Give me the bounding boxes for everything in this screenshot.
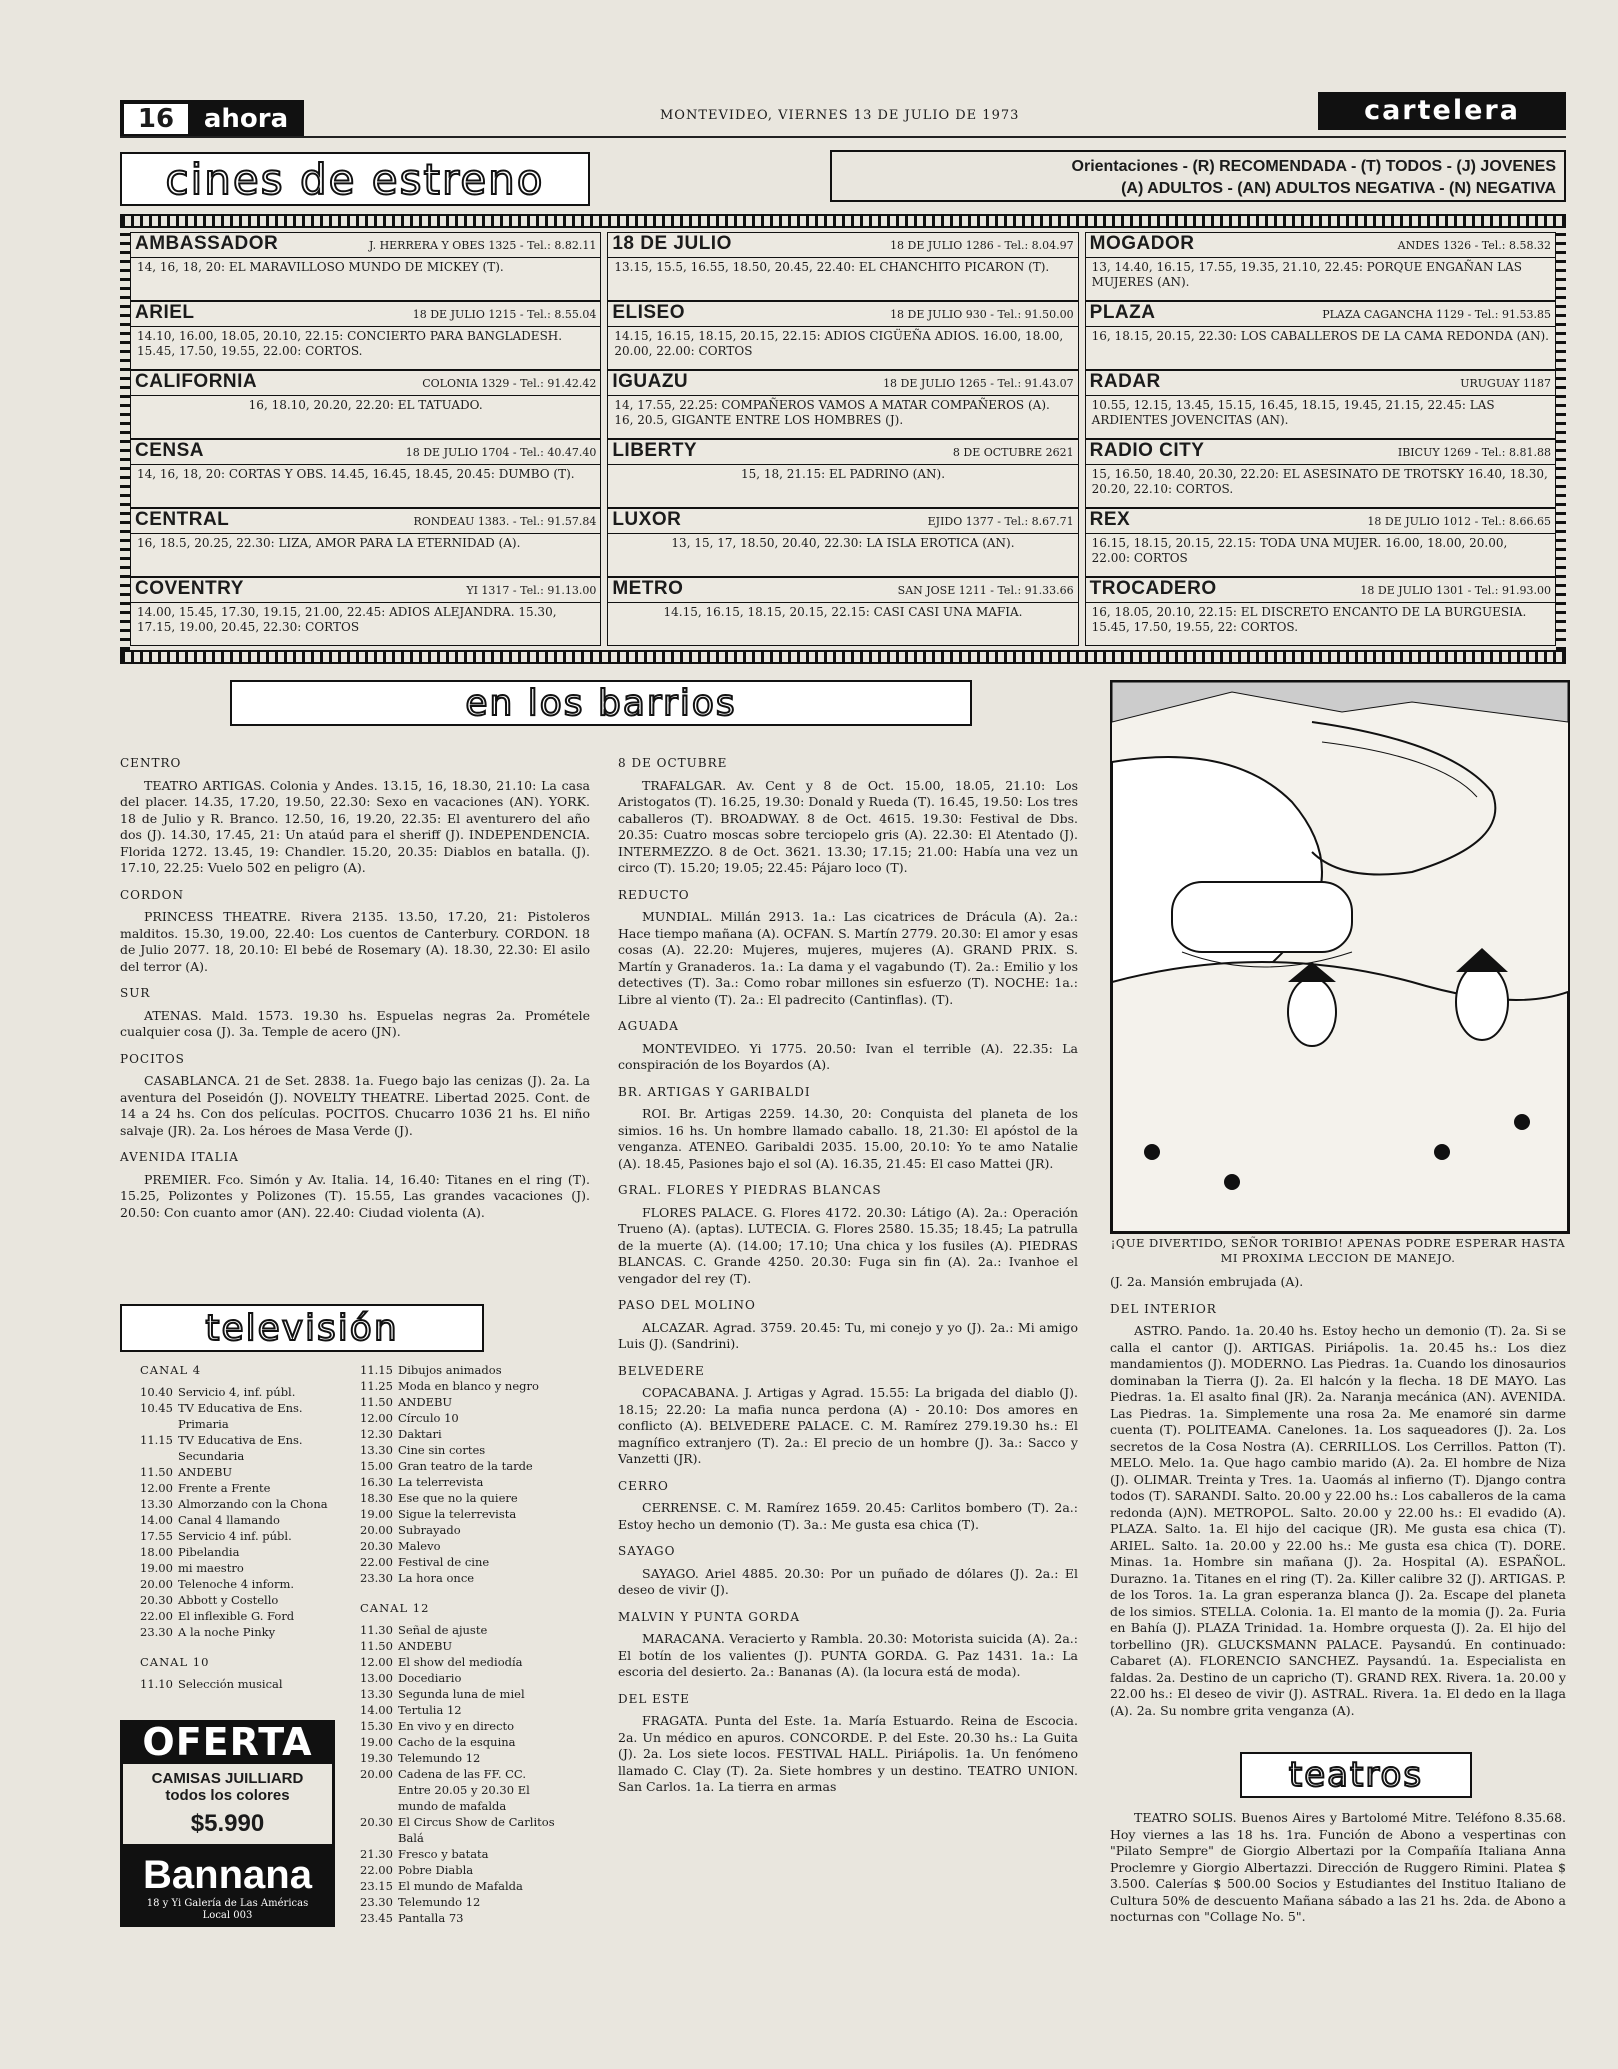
cinema-address: 18 DE JULIO 1215 - Tel.: 8.55.04 bbox=[412, 308, 597, 321]
tv-program-row bbox=[360, 1554, 560, 1570]
cinema-address: 18 DE JULIO 1286 - Tel.: 8.04.97 bbox=[890, 239, 1074, 252]
cinema-card bbox=[607, 577, 1078, 646]
tv-program-title: Telemundo 12 bbox=[398, 1751, 481, 1765]
tv-program-title: En vivo y en directo bbox=[398, 1719, 515, 1733]
channel-heading: CANAL 12 bbox=[360, 1601, 430, 1615]
tv-program-row bbox=[360, 1394, 560, 1410]
tv-program-row bbox=[140, 1384, 348, 1400]
cartoon-drawing bbox=[1112, 682, 1568, 1232]
cinema-showtimes: 16.15, 18.15, 20.15, 22.15: TODA UNA MUJER. 16.00, 18.00, 20.00, 22.00: CORTOS bbox=[1091, 536, 1508, 565]
cinema-column-3 bbox=[1085, 232, 1556, 650]
tv-program-title: Pobre Diabla bbox=[398, 1863, 474, 1877]
cinema-showtimes: 14, 16, 18, 20: CORTAS Y OBS. 14.45, 16.45, 18.45, 20.45: DUMBO (T). bbox=[137, 467, 575, 481]
cinema-name: CENSA bbox=[135, 440, 205, 461]
cinema-card bbox=[130, 508, 601, 577]
tv-program-time: 20.30 bbox=[140, 1593, 173, 1607]
cinema-name: CENTRAL bbox=[135, 509, 230, 530]
tv-program-row bbox=[360, 1638, 560, 1654]
cinema-card bbox=[130, 301, 601, 370]
tv-program-title: ANDEBU bbox=[398, 1639, 453, 1653]
tv-program-row bbox=[140, 1608, 348, 1624]
tv-program-time: 11.15 bbox=[360, 1363, 393, 1377]
cinema-name: AMBASSADOR bbox=[135, 233, 279, 254]
tv-program-title: TV Educativa de Ens. Primaria bbox=[178, 1401, 303, 1431]
tv-program-title: Canal 4 llamando bbox=[178, 1513, 280, 1527]
dateline: MONTEVIDEO, VIERNES 13 DE JULIO DE 1973 bbox=[660, 108, 1020, 123]
tv-program-row bbox=[360, 1654, 560, 1670]
district-listing: PRINCESS THEATRE. Rivera 2135. 13.50, 17.20, 21: Pistoleros malditos. 15.30, 19.00, 22.40: Los cuentos de Canterbury. CORDON. 18 de Julio 2077. 18, 20.10: El bebé de Rosemary (A). 18.30, 22.30: El asilo del terror (A). bbox=[120, 909, 590, 974]
cinema-card bbox=[607, 370, 1078, 439]
cinema-showtimes: 13.15, 15.5, 16.55, 18.50, 20.45, 22.40: EL CHANCHITO PICARON (T). bbox=[614, 260, 1050, 274]
tv-program-time: 18.00 bbox=[140, 1545, 173, 1559]
legend-line-1: Orientaciones - (R) RECOMENDADA - (T) TODOS - (J) JOVENES bbox=[1071, 158, 1556, 175]
tv-program-title: TV Educativa de Ens. Secundaria bbox=[178, 1433, 303, 1463]
cinema-showtimes: 16, 18.05, 20.10, 22.15: EL DISCRETO ENCANTO DE LA BURGUESIA. 15.45, 17.50, 19.55, 22: CORTOS. bbox=[1091, 605, 1527, 634]
tv-program-time: 22.00 bbox=[140, 1609, 173, 1623]
tv-program-time: 20.00 bbox=[360, 1523, 393, 1537]
tv-program-row bbox=[360, 1718, 560, 1734]
tv-program-title: Docediario bbox=[398, 1671, 462, 1685]
cinema-showtimes: 14.15, 16.15, 18.15, 20.15, 22.15: CASI CASI UNA MAFIA. bbox=[663, 605, 1023, 619]
tv-program-title: El Circus Show de Carlitos Balá bbox=[398, 1815, 555, 1845]
tv-program-row bbox=[360, 1734, 560, 1750]
district-heading: PASO DEL MOLINO bbox=[618, 1298, 756, 1312]
tv-program-time: 10.45 bbox=[140, 1401, 173, 1415]
tv-program-row bbox=[140, 1560, 348, 1576]
district-heading: SUR bbox=[120, 986, 151, 1000]
tv-program-time: 23.45 bbox=[360, 1911, 393, 1925]
tv-program-time: 23.30 bbox=[360, 1895, 393, 1909]
cinema-showtimes: 16, 18.15, 20.15, 22.30: LOS CABALLEROS DE LA CAMA REDONDA (AN). bbox=[1091, 329, 1549, 343]
cinema-address: URUGUAY 1187 bbox=[1460, 377, 1551, 390]
tv-program-title: La hora once bbox=[398, 1571, 475, 1585]
tv-program-time: 11.15 bbox=[140, 1433, 173, 1447]
cinema-name: LUXOR bbox=[612, 509, 682, 530]
cinema-card bbox=[1085, 577, 1556, 646]
district-listing: CASABLANCA. 21 de Set. 2838. 1a. Fuego bajo las cenizas (J). 2a. La aventura del Poseidón (J). NOVELTY THEATRE. Libertad 2025. Cont. de 14 a 24 hs. Con dos películas. POCITOS. Chucarro 1036 21 hs. El niño salvaje (JR). 2a. Los héroes de Masa Verde (J). bbox=[120, 1073, 590, 1138]
newspaper-logo: ahora bbox=[188, 100, 304, 138]
top-rule bbox=[120, 136, 1566, 138]
tv-program-time: 20.30 bbox=[360, 1815, 393, 1829]
tv-program-time: 19.00 bbox=[140, 1561, 173, 1575]
district-heading: SAYAGO bbox=[618, 1544, 676, 1558]
cinema-name: COVENTRY bbox=[135, 578, 244, 599]
tv-program-title: Pantalla 73 bbox=[398, 1911, 464, 1925]
district-heading: CERRO bbox=[618, 1478, 669, 1493]
tv-program-title: El mundo de Mafalda bbox=[398, 1879, 523, 1893]
tv-program-row bbox=[360, 1442, 560, 1458]
district-heading: POCITOS bbox=[120, 1051, 185, 1066]
cinema-card bbox=[130, 370, 601, 439]
tv-program-row bbox=[140, 1624, 348, 1640]
tv-program-title: Sigue la telerrevista bbox=[398, 1507, 517, 1521]
tv-program-time: 20.00 bbox=[140, 1577, 173, 1591]
channel-4-list bbox=[140, 1384, 348, 1640]
tv-program-title: ANDEBU bbox=[398, 1395, 453, 1409]
cinema-showtimes: 14.15, 16.15, 18.15, 20.15, 22.15: ADIOS CIGÜEÑA ADIOS. 16.00, 18.00, 20.00, 22.00: CORTOS bbox=[614, 329, 1064, 358]
cinema-name: CALIFORNIA bbox=[135, 371, 258, 392]
ad-address: 18 y Yi Galería de Las Américas bbox=[146, 1898, 309, 1909]
district-listing: MARACANA. Veracierto y Rambla. 20.30: Motorista suicida (A). 2a.: El botín de los valientes (J). PUNTA GORDA. G. Paz 1431. 1a.: La escoria del desierto. 2a.: Bananas (A). (la locura está de moda). bbox=[618, 1631, 1078, 1679]
tv-program-time: 16.30 bbox=[360, 1475, 393, 1489]
cinema-address: 18 DE JULIO 1301 - Tel.: 91.93.00 bbox=[1360, 584, 1551, 597]
tv-program-title: Subrayado bbox=[398, 1523, 461, 1537]
cinema-card bbox=[607, 232, 1078, 301]
district-listing: FRAGATA. Punta del Este. 1a. María Estuardo. Reina de Escocia. 2a. Un médico en apuros. CONCORDE. P. del Este. 20.30 hs.: La Guita (J). 2a. Los siete locos. FESTIVAL HALL. Piriápolis. 1a. Un fenómeno llamado C. Clay (T). 2a. Siete hombres y un destino. TEATRO UNION. San Carlos. 1a. La tierra en armas bbox=[618, 1713, 1078, 1794]
tv-program-title: Frente a Frente bbox=[178, 1481, 271, 1495]
tv-program-row bbox=[360, 1702, 560, 1718]
section-title: cartelera bbox=[1318, 92, 1566, 130]
tv-program-time: 23.30 bbox=[360, 1571, 393, 1585]
district-heading: DEL ESTE bbox=[618, 1691, 690, 1706]
tv-program-time: 18.30 bbox=[360, 1491, 393, 1505]
tv-program-time: 14.00 bbox=[140, 1513, 173, 1527]
advertisement bbox=[120, 1720, 335, 2040]
tv-program-time: 12.00 bbox=[140, 1481, 173, 1495]
tv-program-time: 19.00 bbox=[360, 1735, 393, 1749]
cinema-name: TROCADERO bbox=[1089, 578, 1217, 599]
tv-program-title: Daktari bbox=[398, 1427, 442, 1441]
tv-program-title: Fresco y batata bbox=[398, 1847, 489, 1861]
tv-program-title: Cacho de la esquina bbox=[398, 1735, 516, 1749]
cinema-address: J. HERRERA Y OBES 1325 - Tel.: 8.82.11 bbox=[369, 239, 597, 252]
cartoon-illustration bbox=[1110, 680, 1570, 1234]
channel-10-list bbox=[140, 1676, 348, 1692]
district-heading: BR. ARTIGAS Y GARIBALDI bbox=[618, 1084, 811, 1099]
tv-program-title: Festival de cine bbox=[398, 1555, 490, 1569]
ad-body bbox=[120, 1764, 335, 1847]
col3-intro: (J. 2a. Mansión embrujada (A). bbox=[1110, 1274, 1304, 1289]
tv-program-row bbox=[360, 1846, 560, 1862]
cinema-card bbox=[607, 301, 1078, 370]
tv-program-row bbox=[360, 1670, 560, 1686]
cinema-card bbox=[130, 439, 601, 508]
cinema-name: ELISEO bbox=[612, 302, 686, 323]
cinema-name: RADAR bbox=[1089, 371, 1161, 392]
tv-program-time: 10.40 bbox=[140, 1385, 173, 1399]
tv-program-row bbox=[360, 1766, 560, 1814]
tv-program-time: 12.00 bbox=[360, 1655, 393, 1669]
tv-program-time: 17.55 bbox=[140, 1529, 173, 1543]
channel-heading: CANAL 4 bbox=[140, 1363, 202, 1377]
tv-program-title: La telerrevista bbox=[398, 1475, 484, 1489]
district-listing: PREMIER. Fco. Simón y Av. Italia. 14, 16.40: Titanes en el ring (T). 15.25, Polizontes y Polizones (T). 15.55, Las grandes vacaciones (J). 20.50: Con cuanto amor (AN). 22.40: Ciudad violenta (A). bbox=[120, 1171, 590, 1220]
tv-program-title: ANDEBU bbox=[178, 1465, 233, 1479]
tv-program-title: Moda en blanco y negro bbox=[398, 1379, 539, 1393]
tv-program-row bbox=[140, 1676, 348, 1692]
cinema-name: METRO bbox=[612, 578, 684, 599]
tv-program-title: Señal de ajuste bbox=[398, 1623, 488, 1637]
tv-program-row bbox=[360, 1474, 560, 1490]
district-listing: TEATRO ARTIGAS. Colonia y Andes. 13.15, 16, 18.30, 21.10: La casa del placer. 14.35, 17.20, 19.50, 22.30: Sexo en vacaciones (AN). YORK. 18 de Julio y R. Branco. 12.50, 16, 19.20, 22.35: El aventurero del año dos (J). 14.30, 17.45, 21: Un ataúd para el sheriff (J). INDEPENDENCIA. Florida 1272. 13.45, 19: Chandler. 15.20, 20.35: Diablos en batalla. (J). 17.10, 22.25: Vuelo 502 en peligro (A). bbox=[120, 777, 590, 875]
tv-schedule-left bbox=[140, 1362, 348, 1692]
cinema-showtimes: 16, 18.10, 20.20, 22.20: EL TATUADO. bbox=[248, 398, 483, 412]
ratings-legend bbox=[830, 150, 1566, 202]
cinema-address: ANDES 1326 - Tel.: 8.58.32 bbox=[1397, 239, 1551, 252]
tv-program-title: Cadena de las FF. CC. Entre 20.05 y 20.30 El mundo de mafalda bbox=[398, 1767, 530, 1813]
tv-program-title: A la noche Pinky bbox=[178, 1625, 276, 1639]
cinema-showtimes: 14, 17.55, 22.25: COMPAÑEROS VAMOS A MATAR COMPAÑEROS (A). 16, 20.5, GIGANTE ENTRE LOS HOMBRES (J). bbox=[614, 398, 1050, 427]
district-listing: MUNDIAL. Millán 2913. 1a.: Las cicatrices de Drácula (A). 2a.: Hace tiempo mañana (A). OCFAN. S. Martín 2779. 20.30: El amor y esas cosas (A). 22.20: Mujeres, mujeres, mujeres (A). GRAND PRIX. S. Martín y Granaderos. 1a.: La dama y el vagabundo (T). 2a.: Emilio y los detectives (T). 3a.: Como robar millones sin esfuerzo (T). NOCHE: 1a.: Libre al viento (T). 2a.: El padrecito (Cantinflas). (T). bbox=[618, 909, 1078, 1007]
cinema-showtimes: 16, 18.5, 20.25, 22.30: LIZA, AMOR PARA LA ETERNIDAD (A). bbox=[137, 536, 521, 550]
channel-10-continued bbox=[360, 1362, 560, 1586]
tv-schedule-right bbox=[360, 1362, 560, 1926]
cinema-name: 18 DE JULIO bbox=[612, 233, 732, 254]
decorative-border-bottom bbox=[120, 650, 1566, 664]
tv-program-title: Cine sin cortes bbox=[398, 1443, 486, 1457]
cinema-address: PLAZA CAGANCHA 1129 - Tel.: 91.53.85 bbox=[1322, 308, 1551, 321]
tv-program-row bbox=[140, 1528, 348, 1544]
tv-program-row bbox=[360, 1378, 560, 1394]
cinema-showtimes: 13, 14.40, 16.15, 17.55, 19.35, 21.10, 22.45: PORQUE ENGAÑAN LAS MUJERES (AN). bbox=[1091, 260, 1522, 289]
tv-program-title: Dibujos animados bbox=[398, 1363, 502, 1377]
cinema-card bbox=[1085, 370, 1556, 439]
district-listing: FLORES PALACE. G. Flores 4172. 20.30: Látigo (A). 2a.: Operación Trueno (A). (aptas). LUTECIA. G. Flores 2580. 15.35; 18.45; La patrulla de la muerte (A). (14.00; 17.10; Una chica y los fusiles (A). PIEDRAS BLANCAS. C. Grande 4250. 20.30: Fuga sin fin (A). 2a.: Ivanhoe el vengador del rey (T). bbox=[618, 1204, 1078, 1286]
district-heading: BELVEDERE bbox=[618, 1363, 705, 1378]
tv-program-row bbox=[360, 1894, 560, 1910]
tv-program-row bbox=[360, 1410, 560, 1426]
tv-program-row bbox=[360, 1426, 560, 1442]
tv-program-time: 12.30 bbox=[360, 1427, 393, 1441]
district-listing: ATENAS. Mald. 1573. 19.30 hs. Espuelas negras 2a. Prométele cualquier cosa (J). 3a. Temple de acero (JN). bbox=[120, 1007, 590, 1039]
tv-program-title: El show del mediodía bbox=[398, 1655, 523, 1669]
page-number: 16 bbox=[120, 100, 192, 138]
cinema-address: YI 1317 - Tel.: 91.13.00 bbox=[466, 584, 597, 597]
tv-program-title: El inflexible G. Ford bbox=[178, 1609, 295, 1623]
tv-program-row bbox=[140, 1576, 348, 1592]
cartoon-caption: ¡QUE DIVERTIDO, SEÑOR TORIBIO! APENAS PODRE ESPERAR HASTA MI PROXIMA LECCION DE MANEJO. bbox=[1110, 1236, 1566, 1265]
tv-program-time: 19.00 bbox=[360, 1507, 393, 1521]
district-listing: CERRENSE. C. M. Ramírez 1659. 20.45: Carlitos bombero (T). 2a.: Estoy hecho un demonio (T). 3a.: Me gusta esa chica (T). bbox=[618, 1500, 1078, 1532]
cinema-address: RONDEAU 1383. - Tel.: 91.57.84 bbox=[413, 515, 597, 528]
cinema-address: EJIDO 1377 - Tel.: 8.67.71 bbox=[927, 515, 1074, 528]
cinema-name: MOGADOR bbox=[1089, 233, 1195, 254]
tv-program-row bbox=[140, 1496, 348, 1512]
cinema-name: IGUAZU bbox=[612, 371, 689, 392]
tv-program-row bbox=[140, 1544, 348, 1560]
tv-program-time: 11.50 bbox=[140, 1465, 173, 1479]
interior-column bbox=[1110, 1274, 1566, 1727]
tv-program-row bbox=[360, 1362, 560, 1378]
tv-program-row bbox=[360, 1686, 560, 1702]
tv-program-time: 22.00 bbox=[360, 1863, 393, 1877]
tv-program-title: Abbott y Costello bbox=[178, 1593, 279, 1607]
cinema-listings bbox=[120, 232, 1566, 650]
ad-subline: todos los colores bbox=[165, 1787, 290, 1804]
television-title: televisión bbox=[120, 1304, 484, 1352]
tv-program-row bbox=[140, 1464, 348, 1480]
district-listing: ALCAZAR. Agrad. 3759. 20.45: Tu, mi conejo y yo (J). 2a.: Mi amigo Luis (J). (Sandrini). bbox=[618, 1319, 1078, 1351]
tv-program-row bbox=[360, 1522, 560, 1538]
cinema-address: 18 DE JULIO 1704 - Tel.: 40.47.40 bbox=[405, 446, 597, 459]
tv-program-time: 14.00 bbox=[360, 1703, 393, 1717]
barrios-column-1 bbox=[120, 745, 590, 1229]
cinema-name: LIBERTY bbox=[612, 440, 698, 461]
cinema-card bbox=[1085, 301, 1556, 370]
district-heading: AGUADA bbox=[618, 1019, 679, 1033]
tv-program-row bbox=[360, 1622, 560, 1638]
tv-program-row bbox=[360, 1458, 560, 1474]
cinema-address: 18 DE JULIO 930 - Tel.: 91.50.00 bbox=[890, 308, 1074, 321]
cinema-address: 18 DE JULIO 1265 - Tel.: 91.43.07 bbox=[883, 377, 1074, 390]
tv-program-row bbox=[360, 1506, 560, 1522]
tv-program-title: Ese que no la quiere bbox=[398, 1491, 518, 1505]
tv-program-row bbox=[140, 1432, 348, 1464]
cinema-name: REX bbox=[1089, 509, 1131, 530]
cinema-name: PLAZA bbox=[1089, 302, 1156, 323]
cinema-name: ARIEL bbox=[135, 302, 195, 323]
teatros-column bbox=[1110, 1810, 1566, 1934]
district-listing: ASTRO. Pando. 1a. 20.40 hs. Estoy hecho un demonio (T). 2a. Si se calla el cantor (J). ARTIGAS. Piriápolis. 1a. 20.45 hs.: Los diez mandamientos (J). MODERNO. Las Piedras. 1a. Cuando los dinosaurios dominaban la Tierra (J). 2a. El halcón y la flecha. 18 DE MAYO. Las Piedras. 1a. El asalto final (JR). 2a. Naranja mecánica (AN). AVENIDA. Las Piedras. 1a. Simplemente una rosa 2a. Me enamoré sin darme cuenta (T). POLITEAMA. Canelones. 1a. Los saqueadores (J). 2a. Los secretos de la Cosa Nostra (A). CERRILLOS. Los Cerrillos. Patton (T). MELO. Melo. 1a. Que hago cambio marido (A). 2a. El hombre de Niza (J). OLIMAR. Treinta y Tres. 1a. Uaomás al infierno (T). Django contra todos (T). SARANDI. Salto. 20.00 y 22.00 hs.: Los caballeros de la cama redonda (A)N). METROPOL. Salto. 20.00 y 22.00 hs.: El evadido (A). PLAZA. Salto. 1a. El hijo del cacique (JR). Me gusta esa chica (T). ARIEL. Salto. 1a. 20.00 y 22.00 hs.: Me gusta esa chica (T). DORE. Minas. 1a. Hombre sin mañana (J). 2a. Hospital (A). ESPAÑOL. Durazno. 1a. Titanes en el ring (T). 2a. Killer calibre 32 (J). ARTIGAS. P. de los Toros. 1a. La gran esperanza blanca (J). 2a. Escape del planeta de los simios. STELLA. Colonia. 1a. El manto de la momia (J). 2a. Furia en Bahía (J). PLAZA Trinidad. 1a. Hombre orquesta (J). 2a. El hijo del torbellino (JR). GLUCKSMANN PALACE. Paysandú. En continuado: Cabaret (A). FLORENCIO SANCHEZ. Paysandú. 1a. Especialista en faldas. 2a. Destino de un capricho (T). GRAND REX. Rivera. 1a. 20.00 y 22.00 hs.: El deseo de vivir (J). ASTRAL. Rivera. 1a. El dedo en la llaga (A). 2a. Su nombre grita venganza (A). bbox=[1110, 1323, 1566, 1718]
district-listing: TRAFALGAR. Av. Cent y 8 de Oct. 15.00, 18.05, 21.10: Los Aristogatos (T). 16.25, 19.30: Donald y Rueda (T). 16.45, 19.50: Los tres caballeros (T). BROADWAY. 8 de Oct. 4615. 19.30: Festival de Dbs. 20.35: Cuatro moscas sobre terciopelo gris (A). 22.30: El Atentado (J). INTERMEZZO. 8 de Oct. 3621. 13.30; 17.15; 21.00: Había una vez un circo (T). 15.20; 19.05; 22.45: Pájaro loco (T). bbox=[618, 777, 1078, 875]
cinema-address: 8 DE OCTUBRE 2621 bbox=[952, 446, 1074, 459]
tv-program-row bbox=[140, 1512, 348, 1528]
barrios-title: en los barrios bbox=[230, 680, 972, 726]
tv-program-title: Tertulia 12 bbox=[398, 1703, 462, 1717]
tv-program-row bbox=[360, 1910, 560, 1926]
tv-program-row bbox=[140, 1480, 348, 1496]
barrios-column-2 bbox=[618, 745, 1078, 2045]
tv-program-row bbox=[360, 1538, 560, 1554]
tv-program-row bbox=[360, 1490, 560, 1506]
ad-brand-name: Bannana bbox=[143, 1853, 312, 1897]
cinema-showtimes: 10.55, 12.15, 13.45, 15.15, 16.45, 18.15, 19.45, 21.15, 22.45: LAS ARDIENTES JOVENCITAS (AN). bbox=[1091, 398, 1495, 427]
district-heading: REDUCTO bbox=[618, 887, 690, 902]
district-heading: CENTRO bbox=[120, 756, 182, 770]
tv-program-time: 22.00 bbox=[360, 1555, 393, 1569]
cinema-card bbox=[607, 508, 1078, 577]
tv-program-row bbox=[360, 1570, 560, 1586]
cinema-address: 18 DE JULIO 1012 - Tel.: 8.66.65 bbox=[1367, 515, 1551, 528]
district-heading: MALVIN Y PUNTA GORDA bbox=[618, 1609, 801, 1624]
tv-program-row bbox=[360, 1862, 560, 1878]
cinema-showtimes: 13, 15, 17, 18.50, 20.40, 22.30: LA ISLA EROTICA (AN). bbox=[671, 536, 1015, 550]
cinema-showtimes: 14.10, 16.00, 18.05, 20.10, 22.15: CONCIERTO PARA BANGLADESH. 15.45, 17.50, 19.55, 22.00: CORTOS. bbox=[137, 329, 563, 358]
channel-heading: CANAL 10 bbox=[140, 1655, 210, 1669]
ad-headline: OFERTA bbox=[120, 1720, 335, 1764]
tv-program-row bbox=[360, 1750, 560, 1766]
tv-program-row bbox=[140, 1400, 348, 1432]
tv-program-title: Selección musical bbox=[178, 1677, 283, 1691]
cinema-address: COLONIA 1329 - Tel.: 91.42.42 bbox=[422, 377, 597, 390]
tv-program-title: Almorzando con la Chona bbox=[178, 1497, 328, 1511]
tv-program-time: 12.00 bbox=[360, 1411, 393, 1425]
tv-program-time: 23.15 bbox=[360, 1879, 393, 1893]
cinema-card bbox=[1085, 232, 1556, 301]
ad-product: CAMISAS JUILLIARD bbox=[151, 1770, 304, 1787]
cinema-card bbox=[1085, 508, 1556, 577]
tv-program-time: 13.30 bbox=[140, 1497, 173, 1511]
channel-12-list bbox=[360, 1622, 560, 1926]
tv-program-time: 20.30 bbox=[360, 1539, 393, 1553]
tv-program-title: Malevo bbox=[398, 1539, 441, 1553]
district-listing: MONTEVIDEO. Yi 1775. 20.50: Ivan el terrible (A). 22.35: La conspiración de los Boyardos (A). bbox=[618, 1040, 1078, 1072]
cinema-showtimes: 15, 18, 21.15: EL PADRINO (AN). bbox=[740, 467, 946, 481]
tv-program-title: Pibelandia bbox=[178, 1545, 240, 1559]
tv-program-time: 21.30 bbox=[360, 1847, 393, 1861]
cinema-card bbox=[1085, 439, 1556, 508]
teatros-title: teatros bbox=[1240, 1752, 1472, 1798]
cinema-column-2 bbox=[607, 232, 1078, 650]
tv-program-row bbox=[360, 1878, 560, 1894]
cinema-address: SAN JOSE 1211 - Tel.: 91.33.66 bbox=[897, 584, 1074, 597]
tv-program-title: Gran teatro de la tarde bbox=[398, 1459, 533, 1473]
tv-program-title: Círculo 10 bbox=[398, 1411, 459, 1425]
cinema-showtimes: 14, 16, 18, 20: EL MARAVILLOSO MUNDO DE MICKEY (T). bbox=[137, 260, 504, 274]
tv-program-title: Servicio 4, inf. públ. bbox=[178, 1385, 296, 1399]
ad-address-local: Local 003 bbox=[202, 1910, 253, 1921]
district-heading: GRAL. FLORES Y PIEDRAS BLANCAS bbox=[618, 1183, 882, 1197]
tv-program-time: 19.30 bbox=[360, 1751, 393, 1765]
cinema-name: RADIO CITY bbox=[1089, 440, 1205, 461]
district-listing: COPACABANA. J. Artigas y Agrad. 15.55: La brigada del diablo (J). 18.15; 22.20: La mafia nunca perdona (A) - 20.10: Dos amores en conflicto (A). BELVEDERE PALACE. C. M. Ramírez 279.19.30 hs.: El magnífico extranjero (T). 2a.: El precio de un hombre (J). 3a.: Sacco y Vanzetti (JR). bbox=[618, 1385, 1078, 1466]
cinema-showtimes: 15, 16.50, 18.40, 20.30, 22.20: EL ASESINATO DE TROTSKY 16.40, 18.30, 20.20, 22.10: CORTOS. bbox=[1091, 467, 1548, 496]
district-listing: SAYAGO. Ariel 4885. 20.30: Por un puñado de dólares (J). 2a.: El deseo de vivir (J). bbox=[618, 1565, 1078, 1597]
legend-line-2: (A) ADULTOS - (AN) ADULTOS NEGATIVA - (N) NEGATIVA bbox=[1121, 180, 1556, 197]
tv-program-row bbox=[360, 1814, 560, 1846]
tv-program-time: 11.50 bbox=[360, 1395, 393, 1409]
tv-program-title: Segunda luna de miel bbox=[398, 1687, 525, 1701]
tv-program-row bbox=[140, 1592, 348, 1608]
cines-title: cines de estreno bbox=[120, 152, 590, 206]
tv-program-time: 13.00 bbox=[360, 1671, 393, 1685]
cinema-card bbox=[607, 439, 1078, 508]
tv-program-time: 11.50 bbox=[360, 1639, 393, 1653]
tv-program-time: 11.25 bbox=[360, 1379, 393, 1393]
tv-program-title: Telenoche 4 inform. bbox=[178, 1577, 294, 1591]
district-listing: ROI. Br. Artigas 2259. 14.30, 20: Conquista del planeta de los simios. 16 hs. Un hombre llamado caballo. 18, 21.30: El apóstol de la venganza. ATENEO. Garibaldi 2035. 15.00, 20.10: Yo te amo Natalie (A). 18.45, Pasiones bajo el sol (A). 16.35, 21.45: El caso Mattei (JR). bbox=[618, 1106, 1078, 1171]
cinema-address: IBICUY 1269 - Tel.: 8.81.88 bbox=[1397, 446, 1551, 459]
tv-program-time: 11.30 bbox=[360, 1623, 393, 1637]
district-heading: CORDON bbox=[120, 887, 185, 902]
tv-program-time: 23.30 bbox=[140, 1625, 173, 1639]
cinema-card bbox=[130, 232, 601, 301]
district-heading: DEL INTERIOR bbox=[1110, 1301, 1217, 1316]
district-heading: 8 DE OCTUBRE bbox=[618, 756, 728, 770]
tv-program-time: 13.30 bbox=[360, 1443, 393, 1457]
tv-program-time: 20.00 bbox=[360, 1767, 393, 1781]
tv-program-time: 15.30 bbox=[360, 1719, 393, 1733]
tv-program-time: 11.10 bbox=[140, 1677, 173, 1691]
tv-program-title: mi maestro bbox=[178, 1561, 244, 1575]
cinema-card bbox=[130, 577, 601, 646]
cinema-column-1 bbox=[130, 232, 601, 650]
tv-program-time: 13.30 bbox=[360, 1687, 393, 1701]
tv-program-title: Telemundo 12 bbox=[398, 1895, 481, 1909]
ad-brand-block bbox=[120, 1847, 335, 1927]
ad-price: $5.990 bbox=[190, 1810, 265, 1837]
tv-program-time: 15.00 bbox=[360, 1459, 393, 1473]
tv-program-title: Servicio 4 inf. públ. bbox=[178, 1529, 292, 1543]
district-heading: AVENIDA ITALIA bbox=[120, 1150, 239, 1164]
decorative-border-top bbox=[120, 214, 1566, 228]
cinema-showtimes: 14.00, 15.45, 17.30, 19.15, 21.00, 22.45: ADIOS ALEJANDRA. 15.30, 17.15, 19.00, 20.45, 22.30: CORTOS bbox=[137, 605, 557, 634]
teatro-listing: TEATRO SOLIS. Buenos Aires y Bartolomé Mitre. Teléfono 8.35.68. Hoy viernes a las 18 hs. 1ra. Función de Abono a vespertinas con "Pilato Sempre" de Giorgio Albertazi por la Compañía Italiana Anna Proclemre y Giorgio Albertazzi. Dirección de Ruggero Rimini. Platea $ 3.500. Calerías $ 500.00 Socios y Estudiantes del Instituo Italiano de Cultura 50% de descuento Mañana sábado a las 21 hs. 2da. de Abono a nocturnas con "Collage No. 5". bbox=[1110, 1810, 1566, 1924]
